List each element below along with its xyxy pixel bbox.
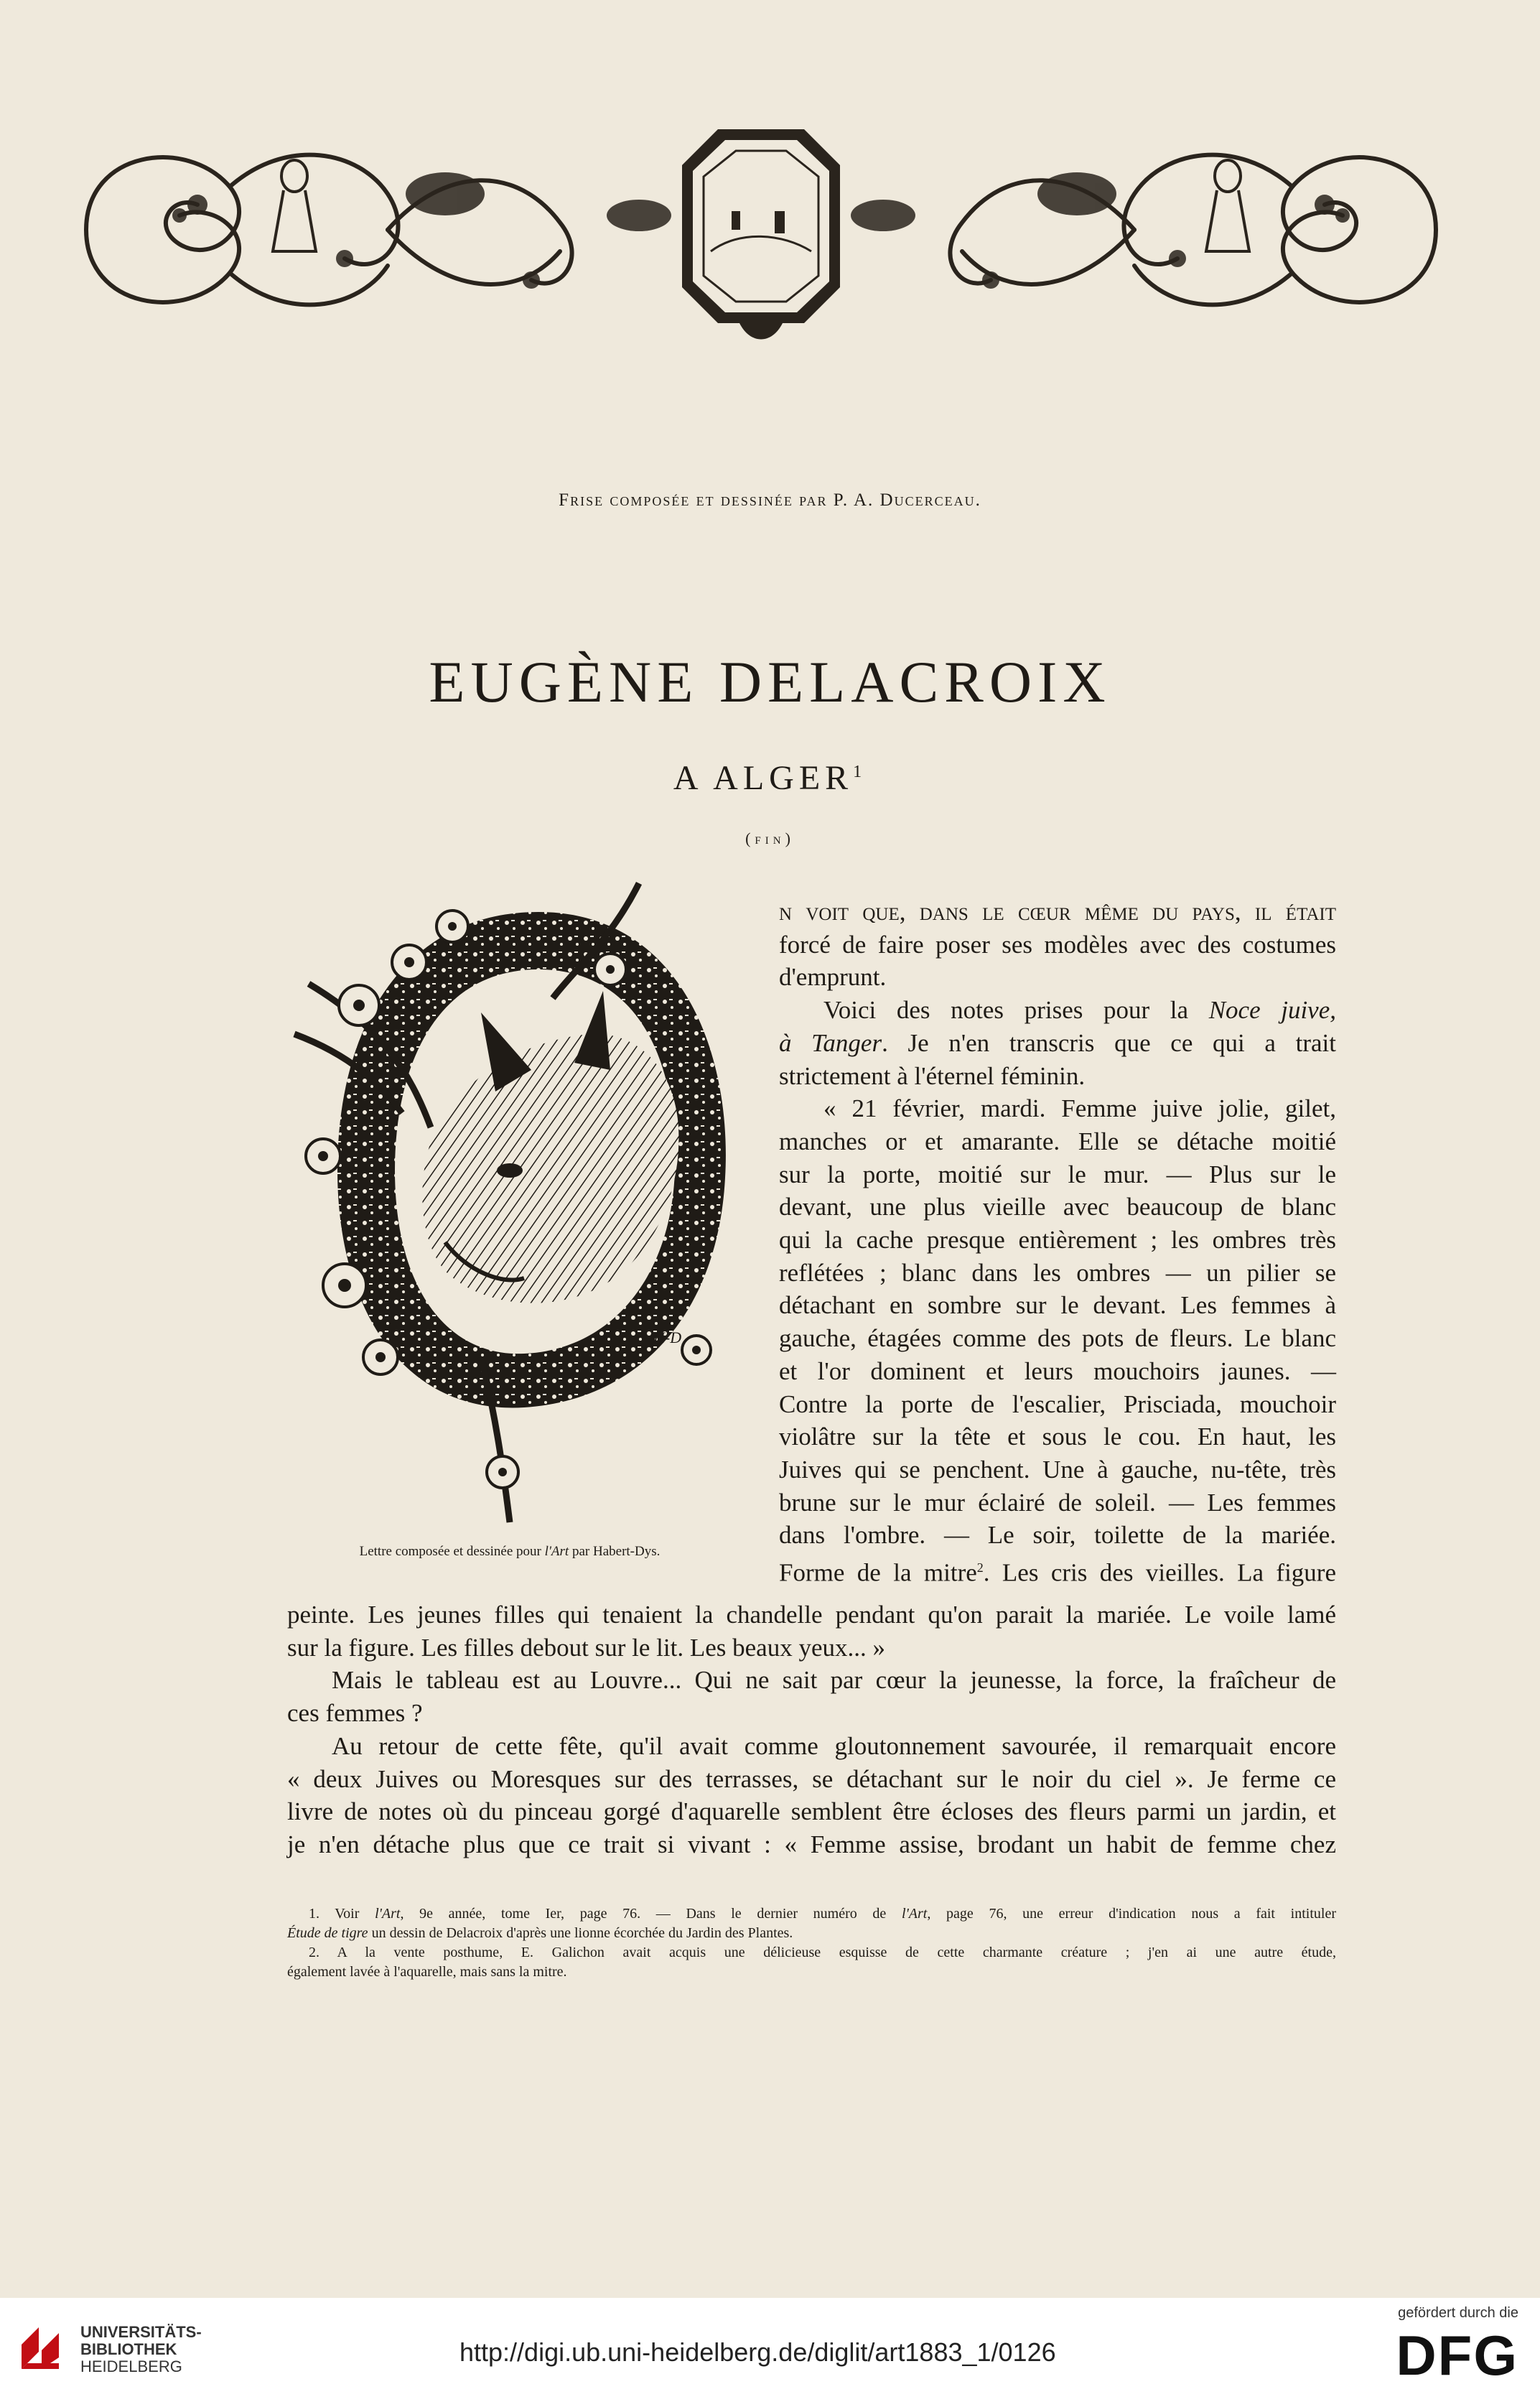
lynx-eye	[497, 1163, 523, 1178]
article-title: EUGÈNE DELACROIX	[429, 649, 1111, 714]
text-line: Contre la porte de l'escalier, Prisciada, mouchoir	[779, 1389, 1336, 1418]
text-line: détachant en sombre sur le devant. Les femmes à	[779, 1291, 1336, 1320]
text-line: à Tanger. Je n'en transcris que ce qui a trait	[779, 1028, 1336, 1057]
library-logo-icon	[17, 2323, 67, 2373]
artist-initials: H-D	[653, 1328, 682, 1346]
full-width-text	[287, 1598, 1336, 1861]
text-line: brune sur le mur éclairé de soleil. — Les femmes	[779, 1488, 1336, 1517]
text-line: Juives qui se penchent. Une à gauche, nu-tête, très	[779, 1455, 1336, 1484]
subtitle-footnote-ref: 1	[853, 763, 867, 781]
text-line: « 21 février, mardi. Femme juive jolie, gilet,	[823, 1094, 1336, 1123]
text-line: Voici des notes prises pour la Noce juive,	[823, 996, 1337, 1025]
dfg-logo: DFG	[1396, 2324, 1518, 2387]
text-line: n voit que, dans le cœur même du pays, il était	[779, 898, 1336, 926]
drop-cap-illustration	[266, 855, 768, 1544]
fin-marker: (fin)	[745, 829, 795, 847]
text-line: manches or et amarante. Elle se détache moitié	[779, 1127, 1336, 1155]
text-line: peinte. Les jeunes filles qui tenaient la chandelle pendant qu'on parait la mariée. Le voile lamé	[287, 1601, 1336, 1629]
text-line: Forme de la mitre$^2$. Les cris des vieilles. La figure	[779, 1558, 1336, 1587]
permalink-url[interactable]: http://digi.ub.uni-heidelberg.de/diglit/art1883_1/0126	[459, 2337, 1056, 2367]
funded-by-text: gefördert durch die	[1398, 2305, 1518, 2321]
library-line: BIBLIOTHEK	[80, 2340, 177, 2358]
footnote-1-line-1: 1. Voir l'Art, 9e année, tome Ier, page 76. — Dans le dernier numéro de l'Art, page 76, une erreur d'indication nous a fait intituler	[309, 1906, 1336, 1922]
right-column	[779, 895, 1336, 1589]
caption-post: par Habert-Dys.	[569, 1544, 661, 1559]
footnote-2-line-1: 2. A la vente posthume, E. Galichon avait acquis une délicieuse esquisse de cette charmante créature ; j'en ai une autre étude,	[309, 1945, 1336, 1960]
caption-italic: l'Art	[544, 1544, 569, 1559]
ornamental-frieze	[43, 108, 1479, 352]
text-line: sur la figure. Les filles debout sur le lit. Les beaux yeux... »	[287, 1633, 885, 1662]
lynx-head	[422, 1034, 678, 1303]
text-line: devant, une plus vieille avec beaucoup de blanc	[779, 1193, 1336, 1221]
footnote-2-line-2: également lavée à l'aquarelle, mais sans la mitre.	[287, 1964, 567, 1980]
text-line: je n'en détache plus que ce trait si vivant : « Femme assise, brodant un habit de femme chez	[287, 1830, 1336, 1858]
text-line: strictement à l'éternel féminin.	[779, 1061, 1086, 1090]
article-subtitle	[0, 750, 1540, 800]
library-line: UNIVERSITÄTS-	[80, 2323, 202, 2341]
text-line: forcé de faire poser ses modèles avec des costumes	[779, 930, 1336, 959]
caption-pre: Lettre composée et dessinée pour	[359, 1544, 545, 1559]
library-name	[80, 2324, 202, 2375]
text-line: ces femmes ?	[287, 1699, 423, 1728]
text-line: Mais le tableau est au Louvre... Qui ne sait par cœur la jeunesse, la force, la fraîcheur de	[332, 1666, 1336, 1695]
text-line: gauche, étagées comme des pots de fleurs. Le blanc	[779, 1324, 1336, 1353]
text-line: et l'or dominent et leurs mouchoirs jaunes. —	[779, 1356, 1336, 1385]
frieze-credit: Frise composée et dessinée par P. A. Ducerceau.	[559, 490, 981, 510]
footnote-1-line-2: Étude de tigre un dessin de Delacroix d'après une lionne écorchée du Jardin des Plantes.	[287, 1925, 793, 1941]
text-line: « deux Juives ou Moresques sur des terrasses, se détachant sur le noir du ciel ». Je ferme ce	[287, 1764, 1336, 1793]
subtitle-text: A ALGER	[673, 759, 854, 797]
text-line: sur la porte, moitié sur le mur. — Plus sur le	[779, 1160, 1336, 1188]
text-line: Au retour de cette fête, qu'il avait comme gloutonnement savourée, il remarquait encore	[332, 1731, 1336, 1760]
text-line: livre de notes où du pinceau gorgé d'aquarelle semblent être écloses des fleurs parmi un jardin, et	[287, 1797, 1336, 1826]
text-line: violâtre sur la tête et sous le cou. En haut, les	[779, 1423, 1336, 1451]
text-line: reflétées ; blanc dans les ombres — un pilier se	[779, 1258, 1336, 1287]
text-line: dans l'ombre. — Le soir, toilette de la mariée.	[779, 1521, 1336, 1550]
text-line: qui la cache presque entièrement ; les ombres très	[779, 1226, 1336, 1254]
text-line: d'emprunt.	[779, 963, 887, 992]
drop-cap-caption	[309, 1544, 711, 1560]
footnotes	[287, 1904, 1336, 1982]
library-line: HEIDELBERG	[80, 2357, 182, 2375]
